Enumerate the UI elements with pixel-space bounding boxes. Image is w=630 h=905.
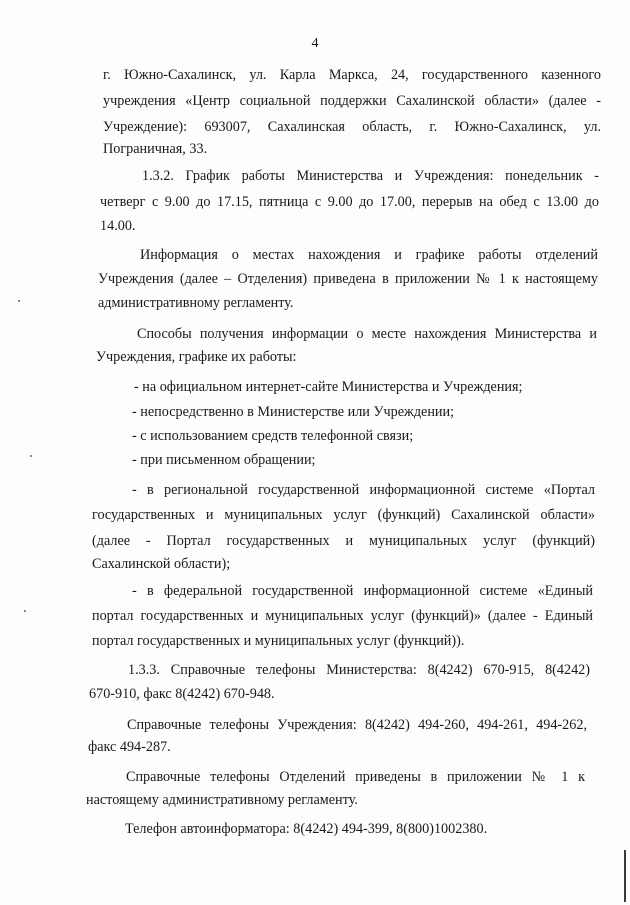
list-item: - при письменном обращении; <box>132 452 316 468</box>
page-number: 4 <box>311 36 319 51</box>
text-line: Учреждение): 693007, Сахалинская область, г. Южно-Сахалинск, ул. <box>103 119 601 135</box>
text-line: административному регламенту. <box>98 295 294 311</box>
text-line: г. Южно-Сахалинск, ул. Карла Маркса, 24, государственного казенного <box>103 67 601 83</box>
text-line: Телефон автоинформатора: 8(4242) 494-399, 8(800)1002380. <box>125 821 488 837</box>
text-line: Способы получения информации о месте нахождения Министерства и <box>137 326 597 342</box>
list-item: - с использованием средств телефонной связи; <box>132 428 414 444</box>
list-item: - на официальном интернет-сайте Министерства и Учреждения; <box>134 379 523 395</box>
list-item: - в региональной государственной информационной системе «Портал <box>132 482 595 498</box>
list-item: - непосредственно в Министерстве или Учреждении; <box>132 404 455 420</box>
text-line: Справочные телефоны Отделений приведены в приложении № 1 к <box>126 769 585 785</box>
text-line: факс 494-287. <box>88 739 171 755</box>
text-line: Пограничная, 33. <box>103 141 208 157</box>
text-line: портал государственных и муниципальных услуг (функций)). <box>92 633 465 649</box>
text-line: Учреждения, графике их работы: <box>96 349 297 365</box>
text-line: 14.00. <box>100 218 136 234</box>
scan-speck <box>30 455 32 457</box>
text-line: (далее - Портал государственных и муниципальных услуг (функций) <box>92 533 595 549</box>
text-line: 1.3.2. График работы Министерства и Учреждения: понедельник - <box>142 168 599 184</box>
text-line: государственных и муниципальных услуг (функций) Сахалинской области» <box>92 507 595 523</box>
scan-edge-mark <box>624 850 626 902</box>
text-line: настоящему административному регламенту. <box>86 792 358 808</box>
scan-speck <box>18 300 20 302</box>
text-line: учреждения «Центр социальной поддержки Сахалинской области» (далее - <box>103 93 601 109</box>
text-line: Сахалинской области); <box>92 556 231 572</box>
text-line: Учреждения (далее – Отделения) приведена в приложении № 1 к настоящему <box>98 271 598 287</box>
text-line: Справочные телефоны Учреждения: 8(4242) 494-260, 494-261, 494-262, <box>127 717 587 733</box>
text-line: 670-910, факс 8(4242) 670-948. <box>89 686 275 702</box>
scan-speck <box>24 610 26 612</box>
text-line: 1.3.3. Справочные телефоны Министерства: 8(4242) 670-915, 8(4242) <box>128 662 590 678</box>
text-line: четверг с 9.00 до 17.15, пятница с 9.00 до 17.00, перерыв на обед с 13.00 до <box>100 194 599 210</box>
list-item: - в федеральной государственной информационной системе «Единый <box>132 583 593 599</box>
text-line: Информация о местах нахождения и графике работы отделений <box>140 247 598 263</box>
text-line: портал государственных и муниципальных услуг (функций)» (далее - Единый <box>92 608 593 624</box>
